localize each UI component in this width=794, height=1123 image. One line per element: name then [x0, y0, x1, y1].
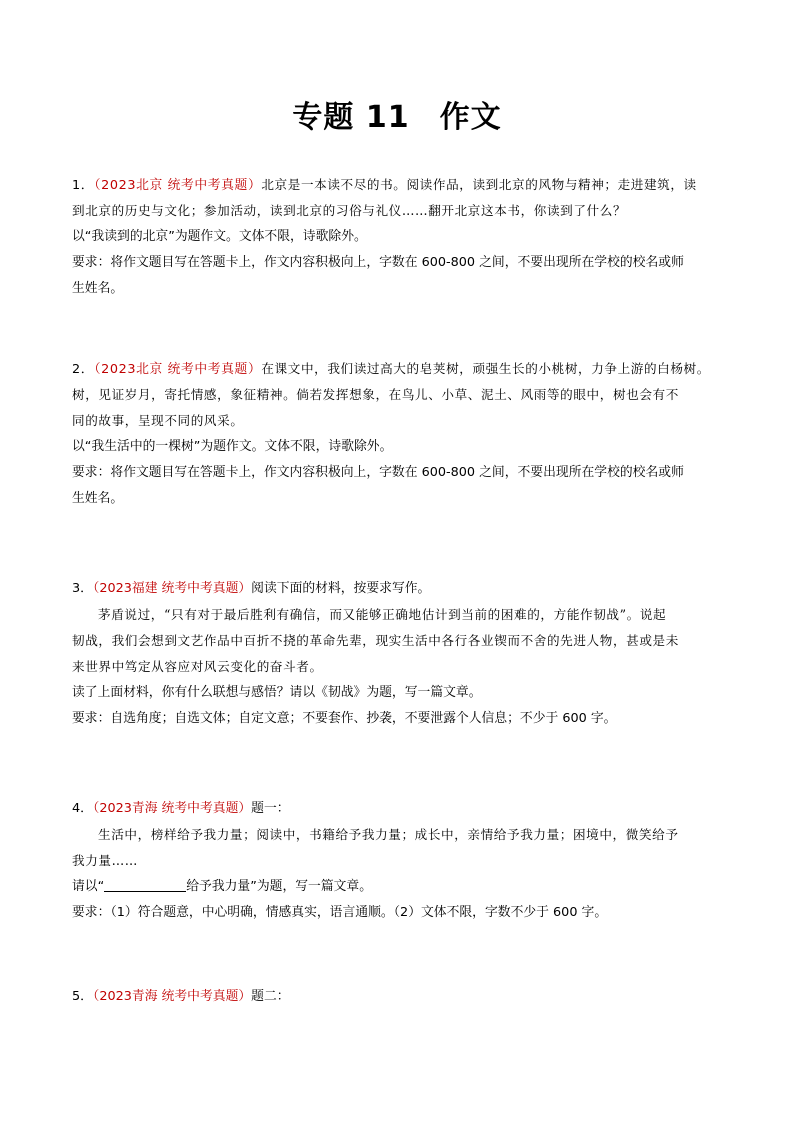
question-1-source: 2023北京 统考中考真题	[101, 178, 248, 193]
question-1-prompt: 以“我读到的北京”为题作文。文体不限，诗歌除外。	[72, 229, 367, 244]
question-4-line-1: 生活中，榜样给予我力量；阅读中，书籍给予我力量；成长中，亲情给予我力量；困境中，微笑给予	[98, 827, 679, 842]
question-2-line-2: 树，见证岁月，寄托情感，象征精神。倘若发挥想象，在鸟儿、小草、泥土、风雨等的眼中，树也会有不	[72, 387, 679, 402]
question-4-line-2: 我力量……	[72, 853, 138, 868]
question-5-source: 2023青海 统考中考真题	[99, 989, 239, 1004]
question-1-line-1: 1．（2023北京 统考中考真题）北京是一本读不尽的书。阅读作品，读到北京的风物与精神；走进建筑，读	[72, 177, 697, 193]
question-3-prompt: 读了上面材料，你有什么联想与感悟？请以《韧战》为题，写一篇文章。	[72, 685, 482, 700]
question-1	[72, 172, 724, 302]
question-2-prompt: 以“我生活中的一棵树”为题作文。文体不限，诗歌除外。	[72, 439, 393, 454]
question-3-source: 2023福建 统考中考真题	[99, 581, 239, 596]
title-main: 专题 11	[292, 100, 410, 135]
question-3	[72, 576, 724, 732]
question-4	[72, 796, 724, 926]
page-title	[0, 92, 794, 136]
question-2	[72, 356, 724, 512]
question-5	[72, 984, 724, 1010]
question-2-line-1: 2．（2023北京 统考中考真题）在课文中，我们读过高大的皂荚树，顽强生长的小桃树，力争上游的白杨树。	[72, 361, 710, 377]
question-3-header: 3．（2023福建 统考中考真题）阅读下面的材料，按要求写作。	[72, 581, 431, 596]
question-2-line-3: 同的故事，呈现不同的风采。	[72, 413, 244, 428]
question-3-line-2: 韧战，我们会想到文艺作品中百折不挠的革命先辈，现实生活中各行各业锲而不舍的先进人物，甚或是未	[72, 633, 679, 648]
question-1-requirement-1: 要求：将作文题目写在答题卡上，作文内容积极向上，字数在 600-800 之间，不要出现所在学校的校名或师	[72, 255, 684, 270]
question-4-prompt: 请以“ 给予我力量”为题，写一篇文章。	[72, 879, 373, 894]
question-2-requirement-1: 要求：将作文题目写在答题卡上，作文内容积极向上，字数在 600-800 之间，不要出现所在学校的校名或师	[72, 465, 684, 480]
question-5-header: 5．（2023青海 统考中考真题）题二：	[72, 989, 290, 1004]
question-4-requirement-1: 要求：（1）符合题意，中心明确，情感真实，语言通顺。（2）文体不限，字数不少于 600 字。	[72, 905, 608, 920]
question-3-line-3: 来世界中笃定从容应对风云变化的奋斗者。	[72, 659, 323, 674]
title-sub: 作文	[439, 100, 502, 135]
question-4-header: 4．（2023青海 统考中考真题）题一：	[72, 801, 290, 816]
question-2-source: 2023北京 统考中考真题	[101, 362, 248, 377]
question-3-line-1: 茅盾说过，“只有对于最后胜利有确信，而又能够正确地估计到当前的困难的，方能作韧战”。说起	[98, 607, 667, 622]
question-2-requirement-2: 生姓名。	[72, 491, 124, 506]
question-3-requirement-1: 要求：自选角度；自选文体；自定文意；不要套作、抄袭，不要泄露个人信息；不少于 600 字。	[72, 711, 617, 726]
fill-in-blank	[104, 877, 186, 892]
question-1-requirement-2: 生姓名。	[72, 281, 124, 296]
question-1-line-2: 到北京的历史与文化；参加活动，读到北京的习俗与礼仪……翻开北京这本书，你读到了什么？	[72, 203, 627, 218]
question-4-source: 2023青海 统考中考真题	[99, 801, 239, 816]
